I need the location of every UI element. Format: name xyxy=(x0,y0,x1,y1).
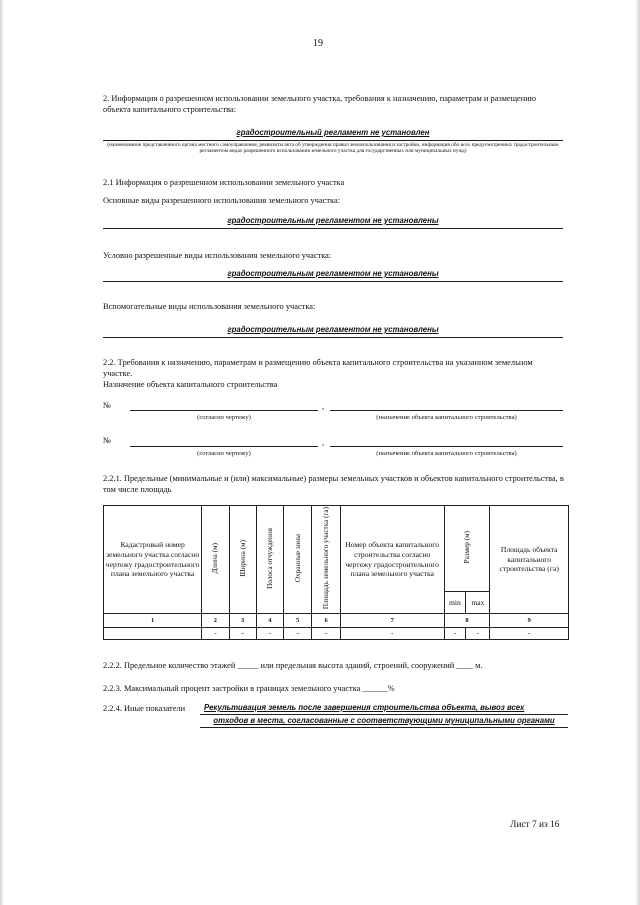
header-object-area: Площадь объекта капитального строительства (га) xyxy=(490,506,569,614)
column-number: 2 xyxy=(202,614,229,628)
table-cell: - xyxy=(466,628,490,640)
purpose-label: Назначение объекта капитального строительства xyxy=(103,380,278,389)
column-number: 8 xyxy=(444,614,490,628)
purpose-line-2[interactable] xyxy=(330,446,563,447)
table-cell: - xyxy=(490,628,569,640)
header-width: Ширина (м) xyxy=(229,506,256,614)
drawing-ref-line-1[interactable] xyxy=(130,410,318,411)
main-uses-label: Основные виды разрешенного использования земельного участка: xyxy=(103,196,341,205)
drawing-ref-caption-1: (согласно чертежу) xyxy=(197,414,251,421)
table-cell: - xyxy=(202,628,229,640)
header-length: Длина (м) xyxy=(202,506,229,614)
column-number: 6 xyxy=(312,614,340,628)
section-2-2-3-text: 2.2.3. Максимальный процент застройки в границах земельного участка ______% xyxy=(103,684,395,693)
header-protection-zones: Охранные зоны xyxy=(284,506,312,614)
column-number: 3 xyxy=(229,614,256,628)
column-number: 7 xyxy=(340,614,444,628)
section-2-value: градостроительный регламент не установлен xyxy=(236,128,430,137)
header-max: max xyxy=(466,592,490,614)
comma-1: , xyxy=(322,402,325,411)
table-cell xyxy=(104,628,202,640)
section-2-heading: 2. Информация о разрешенном использовании земельного участка, требования к назначению, параметрам и размещению объекта капитального строительства: xyxy=(103,94,536,114)
auxiliary-uses-value: градостроительным регламентом не установлены xyxy=(227,325,439,334)
conditional-uses-value: градостроительным регламентом не установлены xyxy=(227,269,439,278)
section-2-2-4-label: 2.2.4. Иные показатели xyxy=(103,704,186,713)
other-indicators-line-1: Рекультивация земель после завершения строительства объекта, вывоз всех xyxy=(204,703,525,712)
column-number: 5 xyxy=(284,614,312,628)
table-row xyxy=(104,628,569,640)
number-sign-2: № xyxy=(103,436,111,445)
conditional-uses-label: Условно разрешенные виды использования земельного участка: xyxy=(103,251,332,260)
table-cell: - xyxy=(229,628,256,640)
page-number: 19 xyxy=(313,38,323,49)
table-cell: - xyxy=(444,628,466,640)
purpose-caption-1: (назначение объекта капитального строительства) xyxy=(376,414,517,421)
main-uses-underline xyxy=(103,228,563,229)
sheet-counter: Лист 7 из 16 xyxy=(510,820,560,830)
main-uses-value: градостроительным регламентом не установлены xyxy=(227,216,439,225)
auxiliary-uses-underline xyxy=(103,337,563,338)
number-sign-1: № xyxy=(103,401,111,410)
header-exclusion-strip: Полоса отчуждения xyxy=(256,506,283,614)
section-2-2-2-text: 2.2.2. Предельное количество этажей _____ или предельная высота зданий, строений, сооружений ____ м. xyxy=(103,661,483,670)
comma-2: , xyxy=(322,438,325,447)
header-min: min xyxy=(444,592,466,614)
other-indicators-underline-2 xyxy=(200,727,568,728)
section-2-caption: (наименование представленного органа местного самоуправления, реквизиты акта об утверждении правил землепользования и застройки, информация обо всех предусмотренных градостроительным регламентом видах разрешенного использования земельного участка для государственных или муниципальных нужд) xyxy=(107,142,559,155)
drawing-ref-caption-2: (согласно чертежу) xyxy=(197,450,251,457)
other-indicators-line-2: отходов в места, согласованные с соответствующими муниципальными органами xyxy=(213,716,555,725)
column-number: 4 xyxy=(256,614,283,628)
section-2-2-heading: 2.2. Требования к назначению, параметрам и размещению объекта капитального строительства на указанном земельном участке. xyxy=(103,358,533,378)
section-2-2-1-heading: 2.2.1. Предельные (минимальные и (или) максимальные) размеры земельных участков и объектов капитального строительства, в том числе площадь xyxy=(103,474,564,494)
header-cadastral-number: Кадастровый номер земельного участка согласно чертежу градостроительного плана земельного участка xyxy=(104,506,202,614)
scan-edge-left xyxy=(0,0,4,905)
purpose-caption-2: (назначение объекта капитального строительства) xyxy=(376,450,517,457)
other-indicators-underline-1 xyxy=(200,714,568,715)
table-cell: - xyxy=(284,628,312,640)
column-number: 9 xyxy=(490,614,569,628)
scan-edge-right xyxy=(635,0,640,905)
conditional-uses-underline xyxy=(103,281,563,282)
header-size: Размер (м) xyxy=(444,506,490,592)
header-object-number: Номер объекта капитального строительства согласно чертежу градостроительного плана земельного участка xyxy=(340,506,444,614)
header-plot-area: Площадь земельного участка (га) xyxy=(312,506,340,614)
table-cell: - xyxy=(340,628,444,640)
table-cell: - xyxy=(256,628,283,640)
dimensions-table xyxy=(103,505,569,640)
auxiliary-uses-label: Вспомогательные виды использования земельного участка: xyxy=(103,302,316,311)
section-2-1-heading: 2.1 Информация о разрешенном использовании земельного участка xyxy=(103,178,345,187)
column-number: 1 xyxy=(104,614,202,628)
table-cell: - xyxy=(312,628,340,640)
section-2-underline xyxy=(103,140,563,141)
purpose-line-1[interactable] xyxy=(330,410,563,411)
table-row xyxy=(104,614,569,628)
drawing-ref-line-2[interactable] xyxy=(130,446,318,447)
